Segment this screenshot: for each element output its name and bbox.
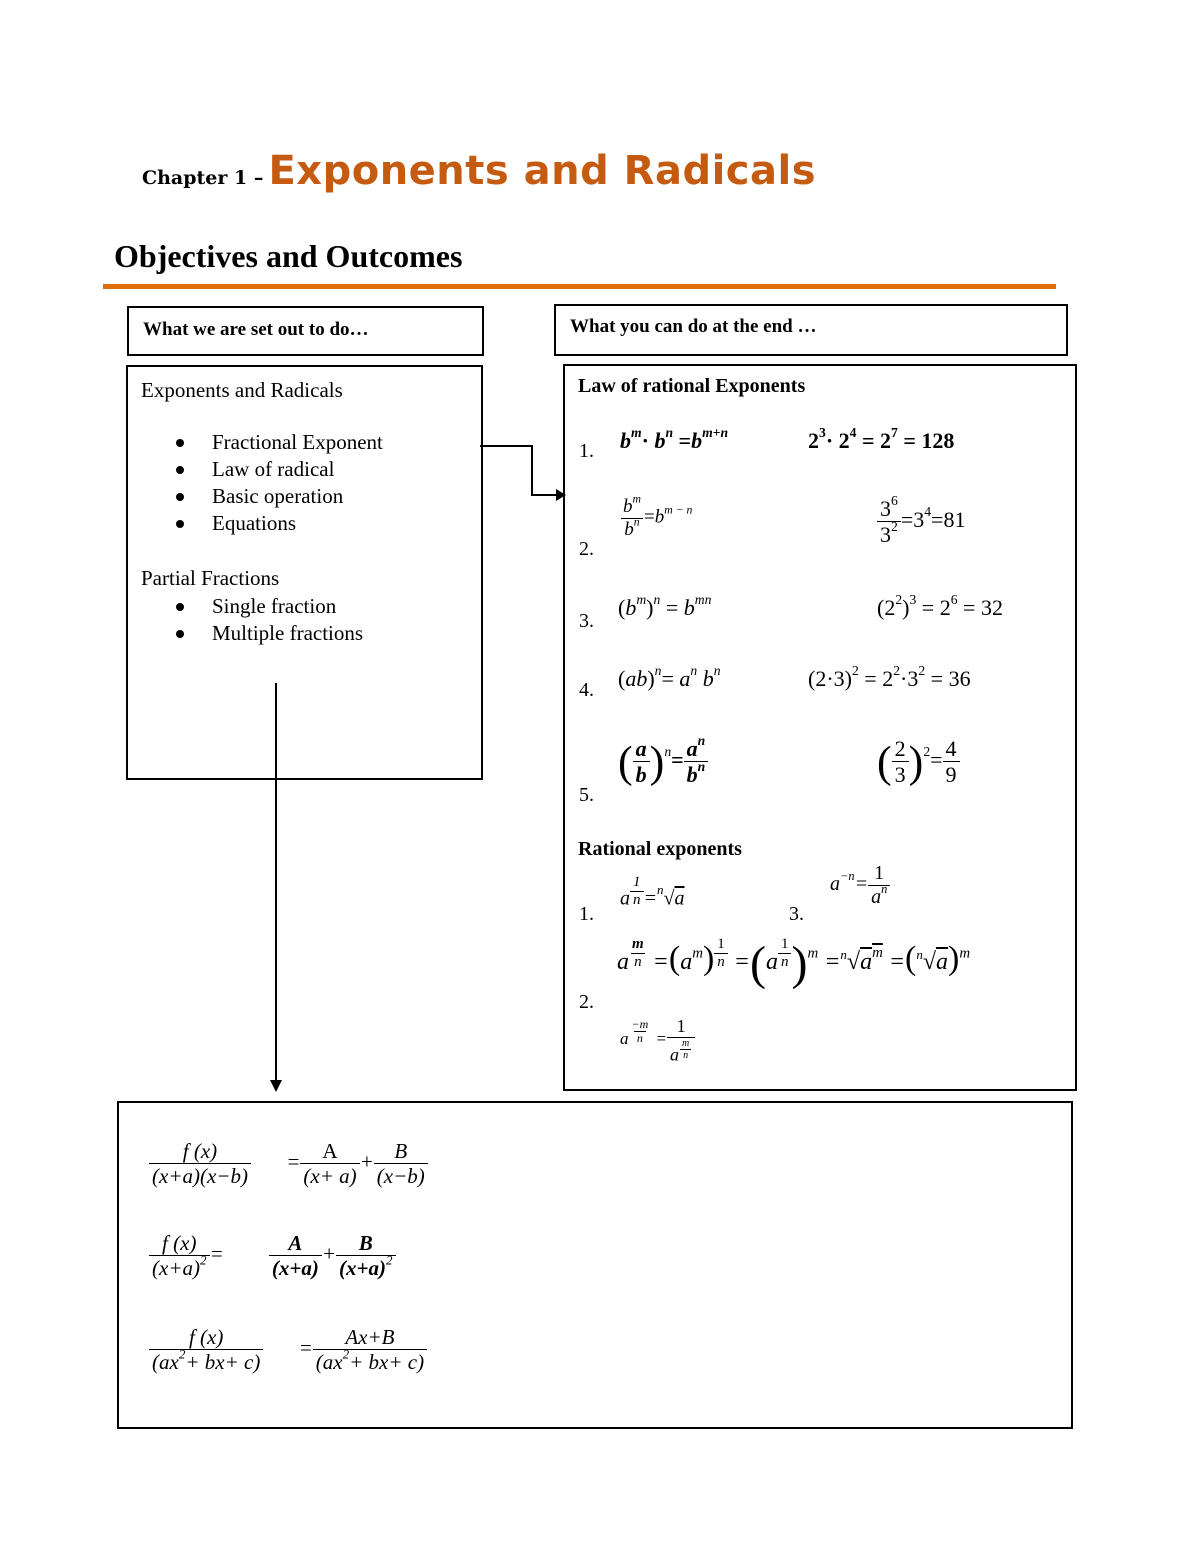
law-1-formula: $b^m\cdot b^n =b^{m+n}$: [620, 425, 729, 453]
rational-number: 2.: [579, 991, 594, 1013]
right-label: What you can do at the end …: [570, 316, 817, 337]
law-1-example: $2^3\cdot 2^4 = 2^7 = 128$: [808, 425, 955, 453]
result-36: 36: [948, 666, 971, 691]
left-label: What we are set out to do…: [143, 319, 369, 340]
chapter-title: Exponents and Radicals: [268, 148, 817, 194]
rational-3-formula: $a^{-n}=$ $\frac{1}{a^n}$: [830, 862, 890, 909]
list-item: Fractional Exponent: [142, 429, 383, 456]
rational-heading: Rational exponents: [578, 838, 742, 860]
law-number: 1.: [579, 440, 594, 462]
law-number: 4.: [579, 679, 594, 701]
right-content-box: [563, 364, 1077, 1091]
law-3-example: $(2^2)^3 = 2^6 = 32$: [877, 592, 1003, 620]
rational-1-formula: a $^{\frac{1}{n}}$ =$^n$√a: [620, 874, 685, 910]
right-connector-arrow: [480, 446, 556, 495]
law-number: 5.: [579, 784, 594, 806]
list-item: Law of radical: [142, 456, 383, 483]
result-128: 128: [921, 428, 955, 453]
list-item: Single fraction: [142, 593, 363, 620]
law-2-formula: $\frac{b^m}{b^n}$ $=b^{m - n}$: [623, 492, 693, 540]
law-4-example: $(2\cdot 3)^2 = 2^2\cdot 3^2 = 36$: [808, 663, 971, 691]
topic-exponents-radicals: Exponents and Radicals: [141, 378, 343, 402]
partial-fraction-repeated-factor: $\frac{f (x)}{(x+a)^2}$ = $\frac{A}{(x+a)}$ + $\frac{B}{(x+a)^2}$: [149, 1231, 396, 1280]
partial-fraction-linear-factors: $\frac{f (x)}{(x+a)(x-b)}$ = $\frac{A}{(x+ a)}$ + $\frac{B}{(x-b)}$: [149, 1139, 428, 1188]
law-number: 3.: [579, 610, 594, 632]
list-item: Basic operation: [142, 483, 383, 510]
law-5-formula: ( $\frac{a}{b}$ )$^n$= $\frac{a^n}{b^n}$: [618, 736, 708, 788]
partial-fraction-quadratic-factor: $\frac{f (x)}{(ax^2+ bx+ c)}$ = $\frac{Ax+B}{(ax^2+ bx+ c)}$: [149, 1325, 427, 1374]
rational-number: 1.: [579, 903, 594, 925]
list-item: Equations: [142, 510, 383, 537]
page-heading: Objectives and Outcomes: [114, 238, 463, 274]
laws-heading: Law of rational Exponents: [578, 375, 806, 397]
list-item: Multiple fractions: [142, 620, 363, 647]
result-81: 81: [943, 506, 966, 532]
chapter-prefix: Chapter 1 –: [142, 167, 264, 189]
partial-fractions-box: [117, 1101, 1073, 1429]
rational-2-formula: a $^{\frac{m}{n}}$ $=(a^m)$ $^{\frac{1}{n}}$ =(a $^{\frac{1}{n}}$ )$^m =^n√a^m =(^n√a)^m$: [617, 936, 971, 991]
law-number: 2.: [579, 538, 594, 560]
rational-number: 3.: [789, 903, 804, 925]
law-2-example: $\frac{3^6}{3^2}$ $=3^4=81$: [877, 496, 965, 548]
topic-partial-fractions: Partial Fractions: [141, 566, 280, 590]
down-arrowhead: [270, 1080, 282, 1092]
law-3-formula: $(b^m)^n = b^{mn}$: [618, 592, 712, 620]
result-32: 32: [980, 595, 1003, 620]
law-4-formula: $(ab)^n= a^n$ $b^n$: [618, 663, 721, 691]
rational-negative-formula: a $^{\frac{-m}{n}}$ = 1 a $^{\frac{m}{n}}$: [620, 1016, 695, 1065]
law-5-example: ( $\frac{2}{3}$ )$^2$= $\frac{4}{9}$: [877, 736, 960, 788]
